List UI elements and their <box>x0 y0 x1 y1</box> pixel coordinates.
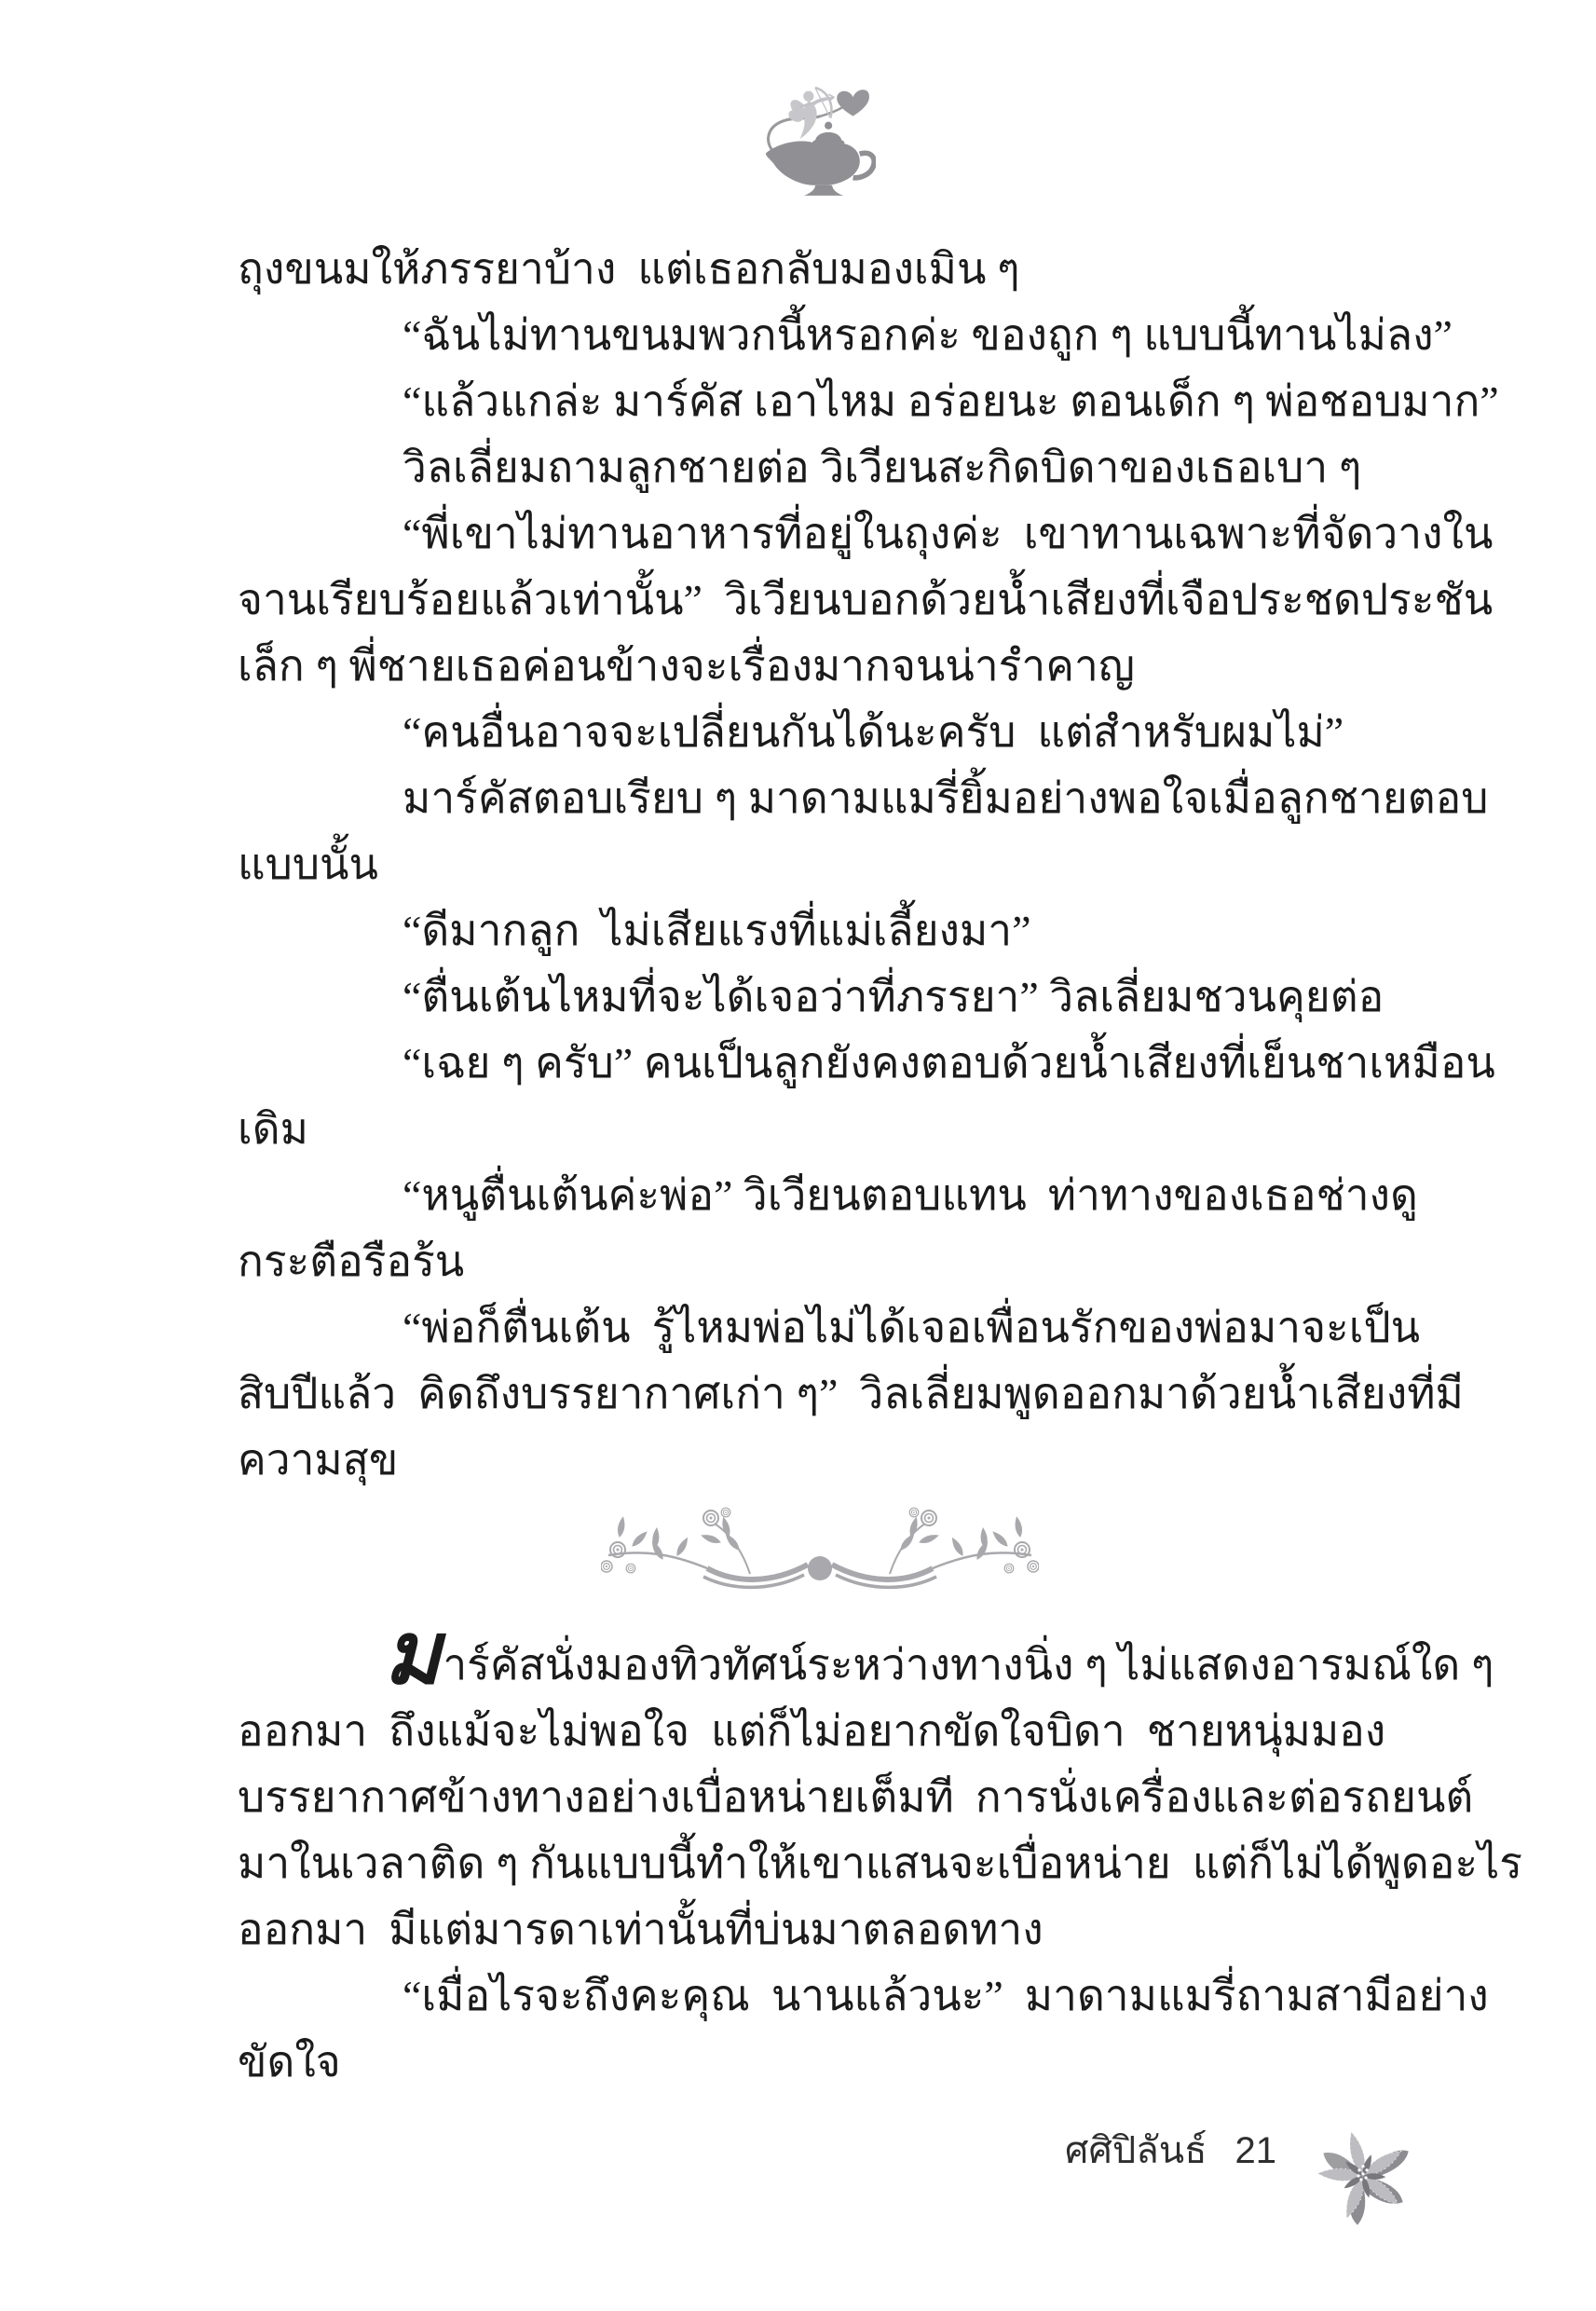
text-line: มาในเวลาติด ๆ กันแบบนี้ทำให้เขาแสนจะเบื่อหน่าย แต่ก็ไม่ได้พูดอะไร <box>238 1839 1522 1887</box>
text-line: “คนอื่นอาจจะเปลี่ยนกันได้นะครับ แต่สำหรับผมไม่” <box>402 708 1344 756</box>
body-text-section-2 <box>238 1607 1522 2095</box>
text-line: “ฉันไม่ทานขนมพวกนี้หรอกค่ะ ของถูก ๆ แบบนี้ทานไม่ลง” <box>402 311 1453 359</box>
text-line <box>238 1607 1494 1702</box>
text-line: ขัดใจ <box>238 2038 341 2085</box>
heart-icon <box>837 89 869 116</box>
flower-ornament <box>1301 2121 1425 2236</box>
drop-cap: ม <box>384 1607 443 1702</box>
floral-divider <box>601 1497 1039 1592</box>
text-line: สิบปีแล้ว คิดถึงบรรยากาศเก่า ๆ” วิลเลี่ยมพูดออกมาด้วยน้ำเสียงที่มี <box>238 1370 1464 1417</box>
text-line: วิลเลี่ยมถามลูกชายต่อ วิเวียนสะกิดบิดาของเธอเบา ๆ <box>402 444 1362 491</box>
text-line: เดิม <box>238 1105 308 1153</box>
text-line: ออกมา ถึงแม้จะไม่พอใจ แต่ก็ไม่อยากขัดใจบิดา ชายหนุ่มมอง <box>238 1707 1386 1755</box>
text-line: ออกมา มีแต่มารดาเท่านั้นที่บ่นมาตลอดทาง <box>238 1906 1044 1953</box>
text-line: “ตื่นเต้นไหมที่จะได้เจอว่าที่ภรรยา” วิลเลี่ยมชวนคุยต่อ <box>402 973 1385 1020</box>
text-line: “ดีมากลูก ไม่เสียแรงที่แม่เลี้ยงมา” <box>402 907 1031 954</box>
author-name: ศศิปิลันธ์ <box>1065 2130 1207 2171</box>
text-line: ถุงขนมให้ภรรยาบ้าง แต่เธอกลับมองเมิน ๆ <box>238 245 1020 293</box>
text-line: จานเรียบร้อยแล้วเท่านั้น” วิเวียนบอกด้วยน้ำเสียงที่เจือประชดประชัน <box>238 576 1494 623</box>
text-line: “เมื่อไรจะถึงคะคุณ นานแล้วนะ” มาดามแมรี่ถามสามีอย่าง <box>402 1972 1489 2019</box>
text-line: แบบนั้น <box>238 841 378 888</box>
text-line: เล็ก ๆ พี่ชายเธอค่อนข้างจะเรื่องมากจนน่ารำคาญ <box>238 642 1135 690</box>
text-line-continuation: าร์คัสนั่งมองทิวทัศน์ระหว่างทางนิ่ง ๆ ไม่แสดงอารมณ์ใด ๆ <box>443 1641 1494 1689</box>
text-line: ความสุข <box>238 1436 399 1484</box>
text-line: กระตือรือร้น <box>238 1238 465 1285</box>
text-line: “แล้วแกล่ะ มาร์คัส เอาไหม อร่อยนะ ตอนเด็ก ๆ พ่อชอบมาก” <box>402 377 1499 425</box>
page-footer <box>238 2128 1276 2173</box>
text-line: “พ่อก็ตื่นเต้น รู้ไหมพ่อไม่ได้เจอเพื่อนรักของพ่อมาจะเป็น <box>402 1304 1421 1351</box>
genie-lamp <box>766 122 874 196</box>
cupid-lamp-ornament <box>762 82 876 201</box>
body-text-section-1 <box>238 236 1499 1493</box>
text-line: “พี่เขาไม่ทานอาหารที่อยู่ในถุงค่ะ เขาทานเฉพาะที่จัดวางใน <box>402 510 1494 557</box>
page-number: 21 <box>1235 2130 1276 2171</box>
divider-center-dot <box>808 1556 832 1580</box>
text-line: มาร์คัสตอบเรียบ ๆ มาดามแมรี่ยิ้มอย่างพอใจเมื่อลูกชายตอบ <box>402 774 1489 822</box>
text-line: “เฉย ๆ ครับ” คนเป็นลูกยังคงตอบด้วยน้ำเสียงที่เย็นชาเหมือน <box>402 1039 1495 1087</box>
text-line: “หนูตื่นเต้นค่ะพ่อ” วิเวียนตอบแทน ท่าทางของเธอช่างดู <box>402 1171 1418 1219</box>
text-line: บรรยากาศข้างทางอย่างเบื่อหน่ายเต็มที การนั่งเครื่องและต่อรถยนต์ <box>238 1773 1474 1821</box>
